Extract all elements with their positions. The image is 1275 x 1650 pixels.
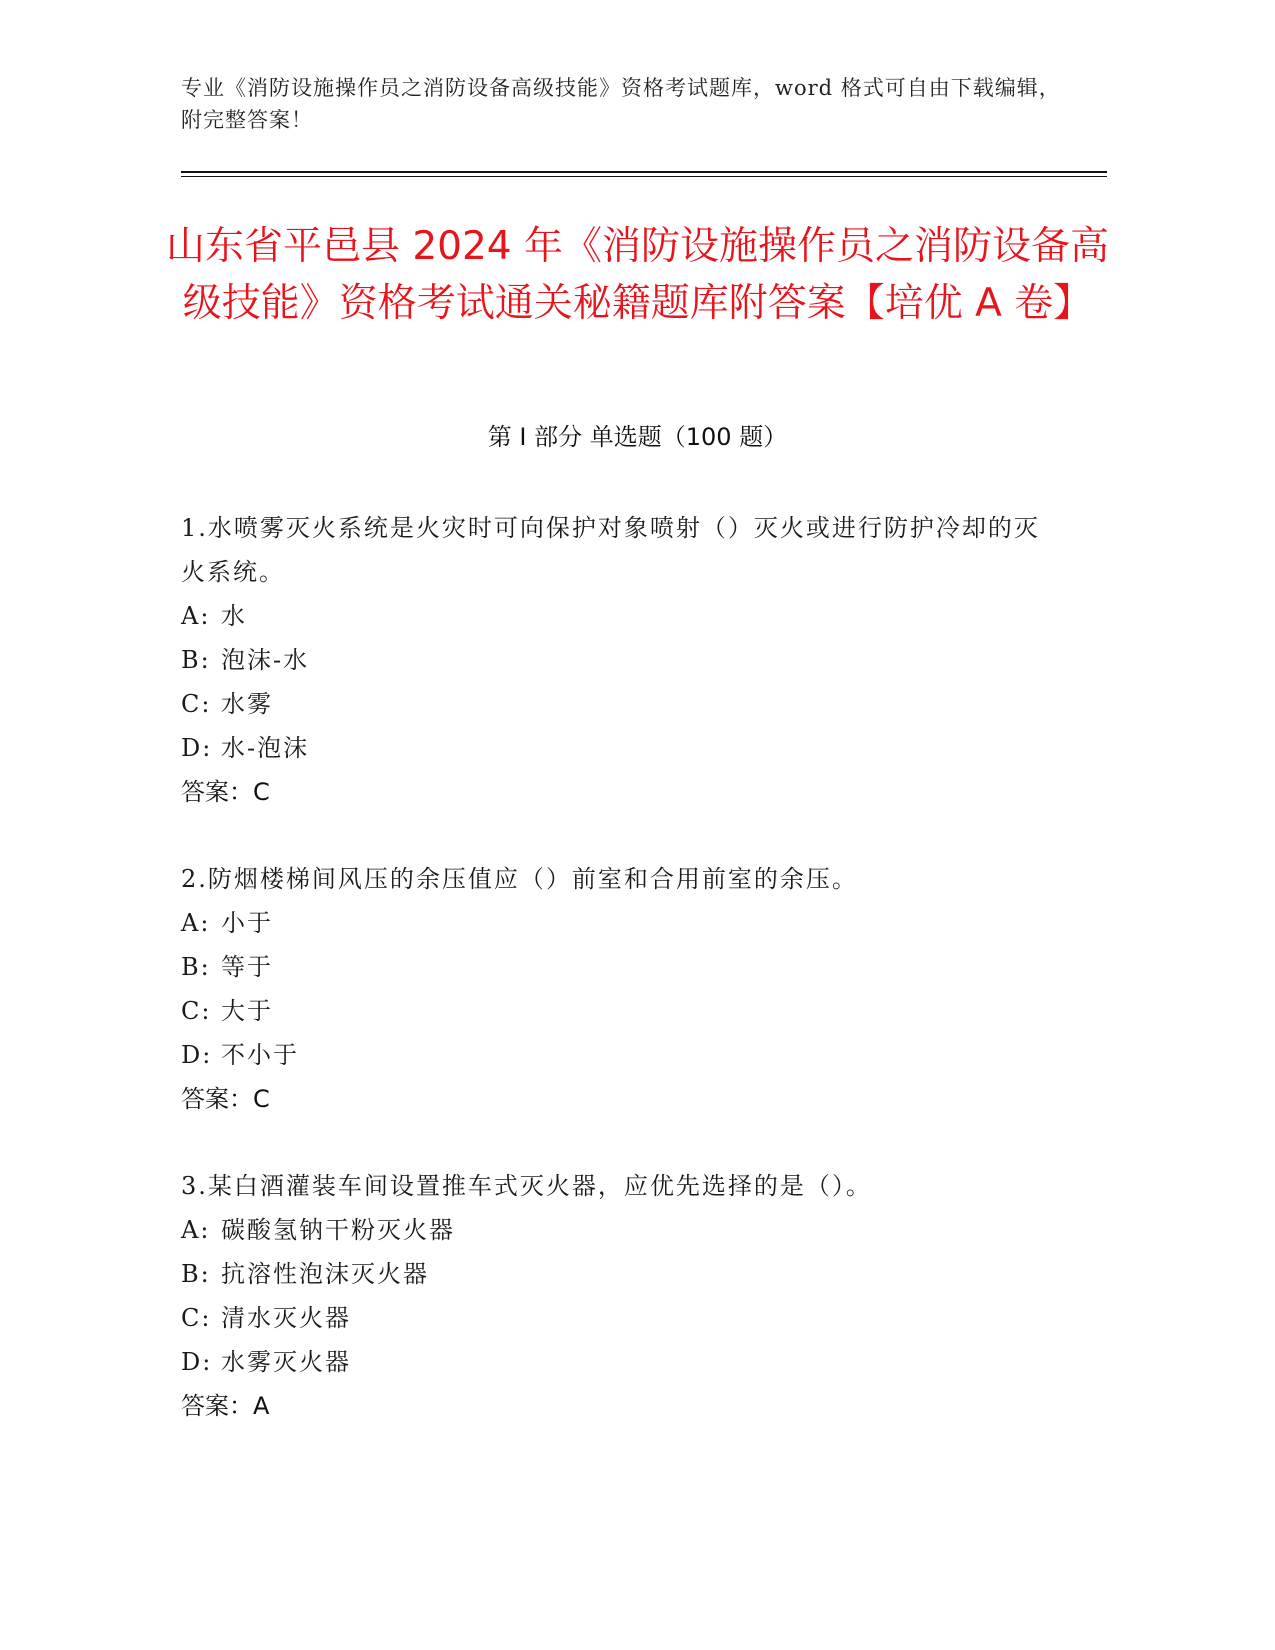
option-letter: B: [181,1260,211,1288]
option-text: 不小于 [221,1041,299,1069]
option-d [181,1033,1061,1077]
option-a [181,594,1061,638]
question-list [181,506,1061,1471]
header-note: 专业《消防设施操作员之消防设备高级技能》资格考试题库，word 格式可自由下载编辑，附完整答案！ [181,76,1061,132]
option-text: 等于 [221,953,273,981]
option-b [181,945,1061,989]
question-3 [181,1164,1061,1428]
option-text: 水雾 [221,690,273,718]
option-d [181,726,1061,770]
document-title: 山东省平邑县 2024 年《消防设施操作员之消防设备高级技能》资格考试通关秘籍题库附答案【培优 A 卷】 [165,224,1110,326]
question-2 [181,857,1061,1121]
option-letter: A: [181,602,211,630]
option-text: 水-泡沫 [221,734,310,762]
option-text: 泡沫-水 [221,646,310,674]
option-text: 大于 [221,997,273,1025]
option-letter: B: [181,646,211,674]
header-divider-thin [181,176,1107,177]
option-letter: C: [181,690,212,718]
question-stem: 2.防烟楼梯间风压的余压值应（）前室和合用前室的余压。 [181,865,858,893]
question-1 [181,506,1061,814]
option-letter: D: [181,1041,213,1069]
header-divider-thick [181,171,1107,173]
section-heading: 第 I 部分 单选题（100 题） [487,423,788,451]
option-c [181,1296,1061,1340]
option-text: 水 [221,602,247,630]
option-letter: A: [181,909,211,937]
option-text: 抗溶性泡沫灭火器 [221,1260,429,1288]
answer-line: 答案：C [181,1085,270,1113]
option-d [181,1340,1061,1384]
option-letter: A: [181,1216,211,1244]
option-c [181,682,1061,726]
option-letter: B: [181,953,211,981]
option-letter: C: [181,997,212,1025]
option-text: 水雾灭火器 [221,1348,351,1376]
option-c [181,989,1061,1033]
option-a [181,1208,1061,1252]
question-stem: 1.水喷雾灭火系统是火灾时可向保护对象喷射（）灭火或进行防护冷却的灭火系统。 [181,514,1040,586]
answer-line: 答案：C [181,778,270,806]
answer-line: 答案：A [181,1392,270,1420]
option-letter: D: [181,1348,213,1376]
option-letter: D: [181,734,213,762]
option-text: 碳酸氢钠干粉灭火器 [221,1216,455,1244]
option-a [181,901,1061,945]
option-b [181,638,1061,682]
option-text: 小于 [221,909,273,937]
question-stem: 3.某白酒灌装车间设置推车式灭火器，应优先选择的是（）。 [181,1172,872,1200]
option-b [181,1252,1061,1296]
option-text: 清水灭火器 [221,1304,351,1332]
option-letter: C: [181,1304,212,1332]
